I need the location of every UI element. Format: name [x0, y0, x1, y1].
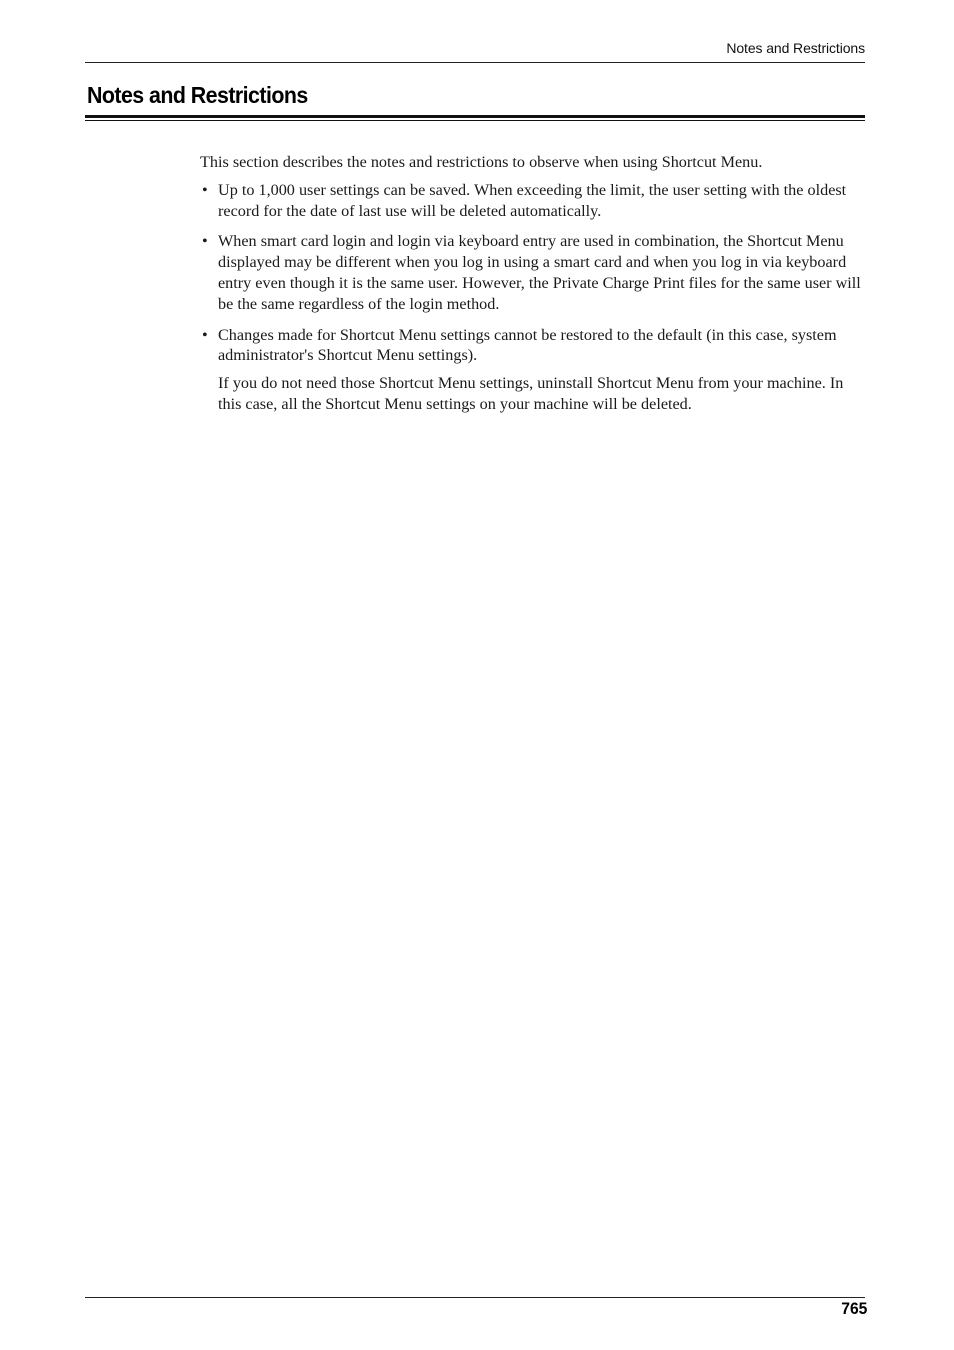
page-number: 765: [840, 1299, 867, 1318]
footer-rule: [85, 1297, 865, 1298]
running-header: Notes and Restrictions: [726, 40, 865, 56]
list-item-text: Up to 1,000 user settings can be saved. When exceeding the limit, the user setting with the oldest record for the date of last use will be deleted automatically.: [218, 180, 847, 220]
list-item: [200, 180, 868, 222]
title-rule-thin: [85, 120, 865, 121]
list-item-note: If you do not need those Shortcut Menu settings, uninstall Shortcut Menu from your machine. In this case, all the Shortcut Menu settings on your machine will be deleted.: [218, 374, 844, 413]
intro-paragraph: This section describes the notes and restrictions to observe when using Shortcut Menu.: [200, 153, 763, 171]
section-body: [200, 152, 868, 425]
notes-list: [200, 180, 868, 415]
list-item-text: Changes made for Shortcut Menu settings cannot be restored to the default (in this case, system administrator's Shortcut Menu settings).: [218, 325, 837, 365]
bullet-mark: •: [202, 325, 208, 344]
list-item: [200, 325, 868, 415]
section-title: Notes and Restrictions: [87, 82, 308, 108]
bullet-mark: •: [202, 180, 208, 199]
list-item: [200, 231, 868, 314]
list-item-text: When smart card login and login via keyboard entry are used in combination, the Shortcut Menu displayed may be different when you log in using a smart card and when you log in via keyboard entry even though it is the same user. However, the Private Charge Print files for the same user will be the same regardless of the login method.: [218, 232, 861, 313]
header-rule: [85, 62, 865, 63]
bullet-mark: •: [202, 232, 208, 251]
title-rule-thick: [85, 115, 865, 118]
